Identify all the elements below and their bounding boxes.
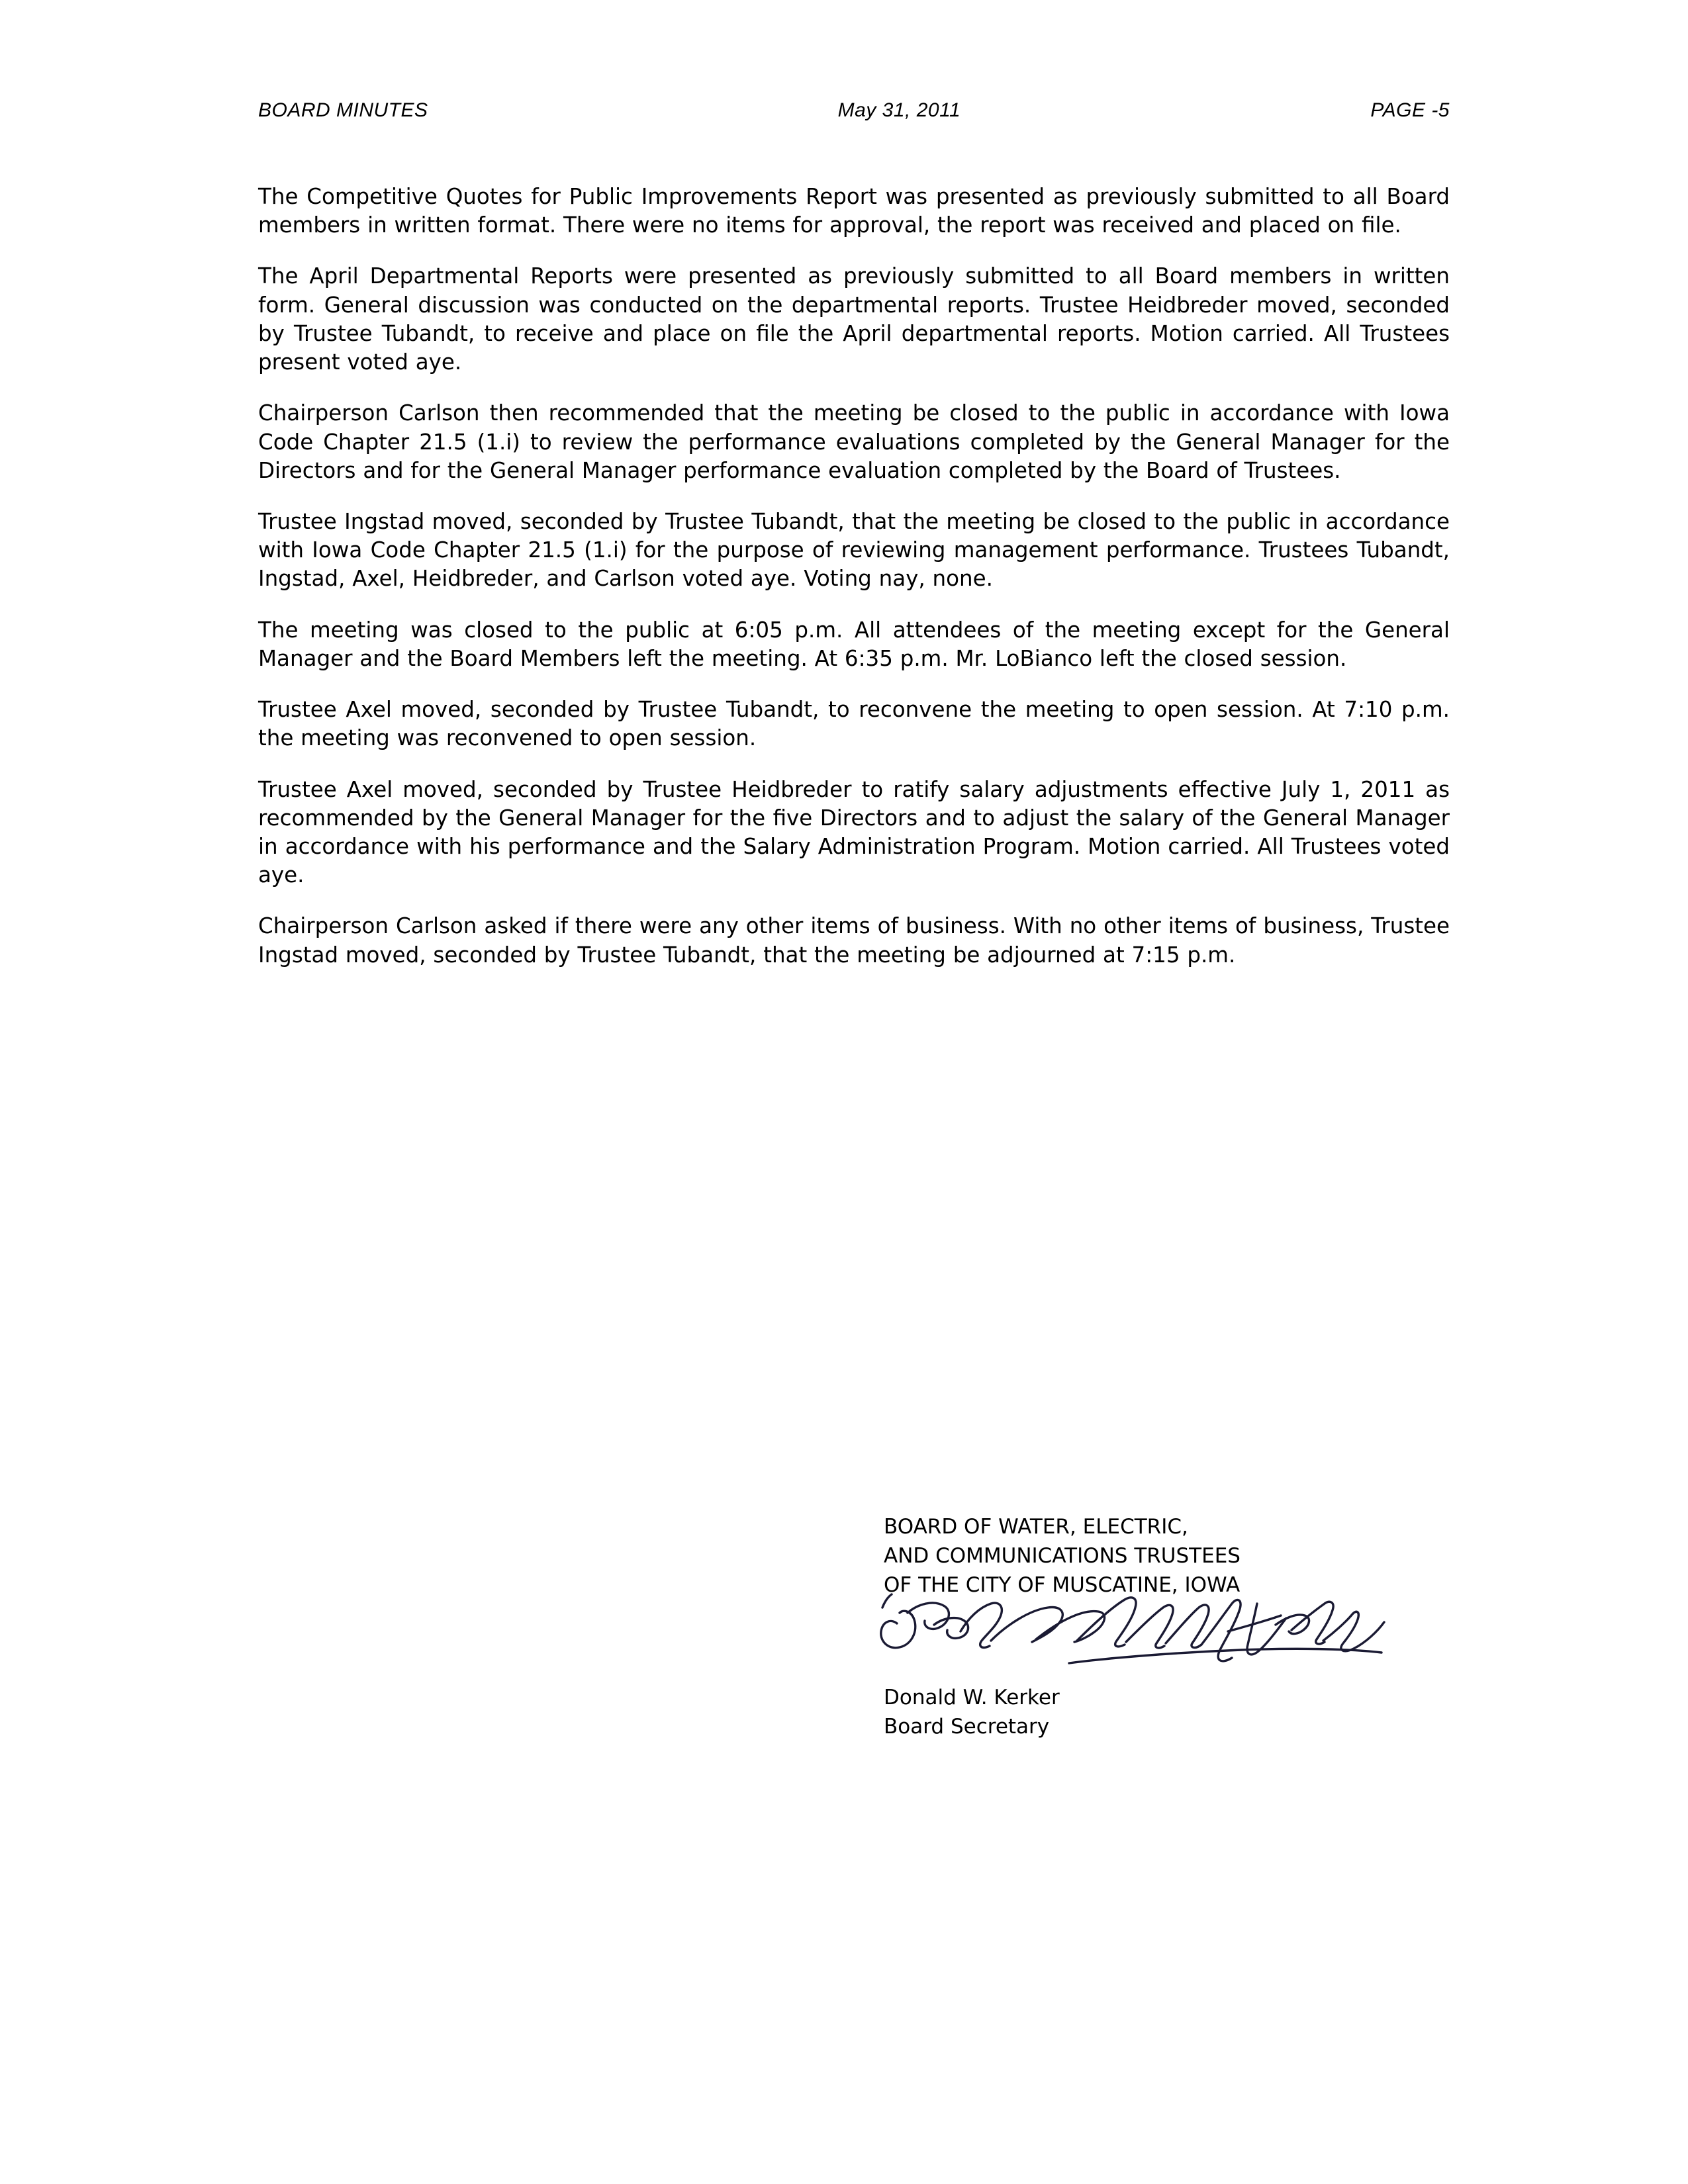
- paragraph-competitive-quotes: The Competitive Quotes for Public Improvements Report was presented as previously submitted to all Board members in written format. There were no items for approval, the report was received and placed on file.: [258, 184, 1450, 238]
- signature-block: [884, 1512, 1479, 1741]
- paragraph-reconvene: Trustee Axel moved, seconded by Trustee Tubandt, to reconvene the meeting to open session. At 7:10 p.m. the meeting was reconvened to open session.: [258, 697, 1450, 751]
- header-page-number: PAGE -5: [1370, 99, 1450, 121]
- paragraph-closed-session-recommendation: Chairperson Carlson then recommended that the meeting be closed to the public in accordance with Iowa Code Chapter 21.5 (1.i) to review the performance evaluations completed by the General Manager for the Directors and for the General Manager performance evaluation completed by the Board of Trustees.: [258, 400, 1450, 483]
- paragraph-motion-close-meeting: Trustee Ingstad moved, seconded by Trustee Tubandt, that the meeting be closed to the public in accordance with Iowa Code Chapter 21.5 (1.i) for the purpose of reviewing management performance. Trustees Tubandt, Ingstad, Axel, Heidbreder, and Carlson voted aye. Voting nay, none.: [258, 508, 1450, 592]
- handwritten-signature-icon: [884, 1601, 1479, 1680]
- paragraph-departmental-reports: The April Departmental Reports were presented as previously submitted to all Board members in written form. General discussion was conducted on the departmental reports. Trustee Heidbreder moved, seconded by Trustee Tubandt, to receive and place on file the April departmental reports. Motion carried. All Trustees present voted aye.: [258, 263, 1450, 375]
- paragraph-salary-adjustments: Trustee Axel moved, seconded by Trustee Heidbreder to ratify salary adjustments effective July 1, 2011 as recommended by the General Manager for the five Directors and to adjust the salary of the General Manager in accordance with his performance and the Salary Administration Program. Motion carried. All Trustees voted aye.: [258, 776, 1450, 888]
- signatory-name: Donald W. Kerker: [884, 1686, 1060, 1710]
- signatory-title: Board Secretary: [884, 1715, 1050, 1739]
- signature-org-line-3: OF THE CITY OF MUSCATINE, IOWA: [884, 1573, 1241, 1598]
- signature-org-line-2: AND COMMUNICATIONS TRUSTEES: [884, 1544, 1241, 1569]
- page-header: [258, 99, 1450, 123]
- paragraph-adjournment: Chairperson Carlson asked if there were any other items of business. With no other items of business, Trustee Ingstad moved, seconded by Trustee Tubandt, that the meeting be adjourned at 7:15 p.m.: [258, 913, 1450, 968]
- document-content: [258, 99, 1450, 970]
- paragraph-meeting-closed: The meeting was closed to the public at 6:05 p.m. All attendees of the meeting except for the General Manager and the Board Members left the meeting. At 6:35 p.m. Mr. LoBianco left the closed session.: [258, 617, 1450, 671]
- header-document-type: BOARD MINUTES: [258, 99, 428, 121]
- signature-org-line-1: BOARD OF WATER, ELECTRIC,: [884, 1515, 1188, 1539]
- header-date: May 31, 2011: [837, 99, 961, 121]
